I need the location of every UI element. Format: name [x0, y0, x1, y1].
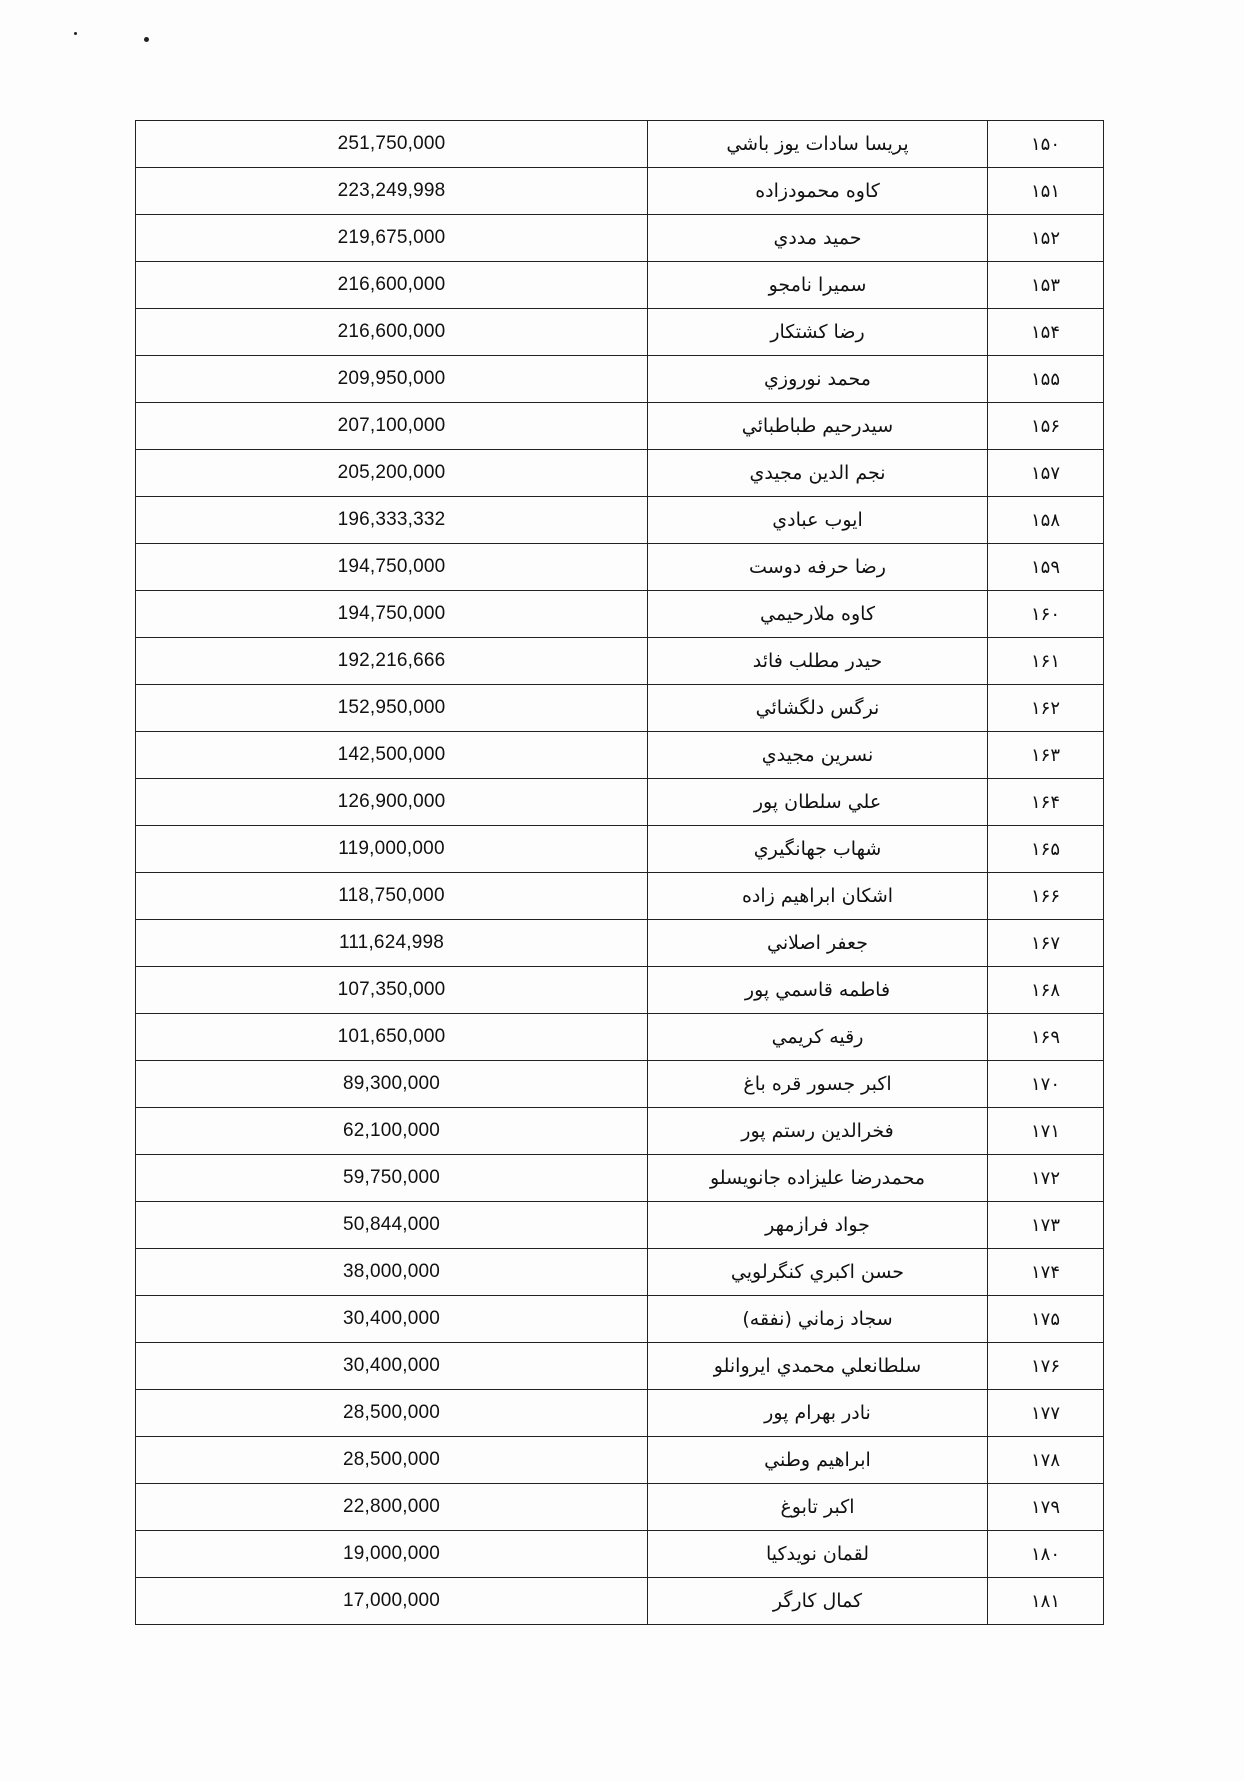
amount-cell: 111,624,998 — [136, 920, 648, 967]
amount-cell: 28,500,000 — [136, 1390, 648, 1437]
amount-cell: 38,000,000 — [136, 1249, 648, 1296]
row-number-cell: ۱۵۶ — [988, 403, 1104, 450]
table-row — [136, 168, 1104, 215]
amount-cell: 50,844,000 — [136, 1202, 648, 1249]
table-row — [136, 1390, 1104, 1437]
table-row — [136, 591, 1104, 638]
table-row — [136, 1578, 1104, 1625]
name-cell: ايوب عبادي — [648, 497, 988, 544]
table-row — [136, 1343, 1104, 1390]
name-cell: كاوه ملارحيمي — [648, 591, 988, 638]
name-cell: اشكان ابراهيم زاده — [648, 873, 988, 920]
row-number-cell: ۱۷۲ — [988, 1155, 1104, 1202]
table-row — [136, 873, 1104, 920]
row-number-cell: ۱۵۵ — [988, 356, 1104, 403]
amounts-table-body — [136, 121, 1104, 1625]
name-cell: جعفر اصلاني — [648, 920, 988, 967]
name-cell: سجاد زماني (نفقه) — [648, 1296, 988, 1343]
table-row — [136, 121, 1104, 168]
name-cell: رضا حرفه دوست — [648, 544, 988, 591]
amount-cell: 89,300,000 — [136, 1061, 648, 1108]
row-number-cell: ۱۸۰ — [988, 1531, 1104, 1578]
table-row — [136, 309, 1104, 356]
row-number-cell: ۱۵۳ — [988, 262, 1104, 309]
table-row — [136, 638, 1104, 685]
table-row — [136, 1249, 1104, 1296]
table-row — [136, 826, 1104, 873]
name-cell: لقمان نويدكيا — [648, 1531, 988, 1578]
amount-cell: 126,900,000 — [136, 779, 648, 826]
amount-cell: 119,000,000 — [136, 826, 648, 873]
amount-cell: 107,350,000 — [136, 967, 648, 1014]
amount-cell: 152,950,000 — [136, 685, 648, 732]
name-cell: اكبر تابوغ — [648, 1484, 988, 1531]
table-row — [136, 732, 1104, 779]
row-number-cell: ۱۵۸ — [988, 497, 1104, 544]
name-cell: پريسا سادات يوز باشي — [648, 121, 988, 168]
table-row — [136, 1155, 1104, 1202]
scan-speck — [74, 32, 77, 35]
amount-cell: 194,750,000 — [136, 544, 648, 591]
table-row — [136, 544, 1104, 591]
amount-cell: 19,000,000 — [136, 1531, 648, 1578]
name-cell: ابراهيم وطني — [648, 1437, 988, 1484]
amount-cell: 192,216,666 — [136, 638, 648, 685]
table-row — [136, 1108, 1104, 1155]
table-row — [136, 1014, 1104, 1061]
row-number-cell: ۱۵۱ — [988, 168, 1104, 215]
amount-cell: 209,950,000 — [136, 356, 648, 403]
name-cell: علي سلطان پور — [648, 779, 988, 826]
name-cell: كمال كارگر — [648, 1578, 988, 1625]
table-row — [136, 920, 1104, 967]
name-cell: اكبر جسور قره باغ — [648, 1061, 988, 1108]
amount-cell: 216,600,000 — [136, 309, 648, 356]
amount-cell: 142,500,000 — [136, 732, 648, 779]
row-number-cell: ۱۶۵ — [988, 826, 1104, 873]
row-number-cell: ۱۸۱ — [988, 1578, 1104, 1625]
row-number-cell: ۱۵۴ — [988, 309, 1104, 356]
table-row — [136, 497, 1104, 544]
name-cell: سميرا نامجو — [648, 262, 988, 309]
row-number-cell: ۱۶۹ — [988, 1014, 1104, 1061]
amount-cell: 30,400,000 — [136, 1296, 648, 1343]
amount-cell: 101,650,000 — [136, 1014, 648, 1061]
amount-cell: 30,400,000 — [136, 1343, 648, 1390]
row-number-cell: ۱۷۶ — [988, 1343, 1104, 1390]
table-row — [136, 1202, 1104, 1249]
row-number-cell: ۱۵۲ — [988, 215, 1104, 262]
row-number-cell: ۱۷۴ — [988, 1249, 1104, 1296]
row-number-cell: ۱۶۸ — [988, 967, 1104, 1014]
row-number-cell: ۱۷۳ — [988, 1202, 1104, 1249]
row-number-cell: ۱۷۷ — [988, 1390, 1104, 1437]
table-row — [136, 967, 1104, 1014]
amount-cell: 205,200,000 — [136, 450, 648, 497]
name-cell: محمدرضا عليزاده جانويسلو — [648, 1155, 988, 1202]
amount-cell: 22,800,000 — [136, 1484, 648, 1531]
name-cell: نرگس دلگشائي — [648, 685, 988, 732]
row-number-cell: ۱۵۰ — [988, 121, 1104, 168]
name-cell: فاطمه قاسمي پور — [648, 967, 988, 1014]
name-cell: شهاب جهانگيري — [648, 826, 988, 873]
row-number-cell: ۱۷۸ — [988, 1437, 1104, 1484]
row-number-cell: ۱۷۰ — [988, 1061, 1104, 1108]
row-number-cell: ۱۶۱ — [988, 638, 1104, 685]
table-row — [136, 685, 1104, 732]
name-cell: نسرين مجيدي — [648, 732, 988, 779]
table-row — [136, 1061, 1104, 1108]
table-row — [136, 403, 1104, 450]
row-number-cell: ۱۶۷ — [988, 920, 1104, 967]
amount-cell: 223,249,998 — [136, 168, 648, 215]
amount-cell: 216,600,000 — [136, 262, 648, 309]
name-cell: فخرالدين رستم پور — [648, 1108, 988, 1155]
table-row — [136, 215, 1104, 262]
amount-cell: 196,333,332 — [136, 497, 648, 544]
amount-cell: 219,675,000 — [136, 215, 648, 262]
table-row — [136, 779, 1104, 826]
row-number-cell: ۱۶۶ — [988, 873, 1104, 920]
row-number-cell: ۱۶۲ — [988, 685, 1104, 732]
amount-cell: 251,750,000 — [136, 121, 648, 168]
row-number-cell: ۱۵۷ — [988, 450, 1104, 497]
row-number-cell: ۱۶۳ — [988, 732, 1104, 779]
name-cell: سلطانعلي محمدي ايروانلو — [648, 1343, 988, 1390]
scan-speck — [144, 37, 149, 42]
table-row — [136, 262, 1104, 309]
name-cell: جواد فرازمهر — [648, 1202, 988, 1249]
name-cell: رضا كشتكار — [648, 309, 988, 356]
row-number-cell: ۱۷۹ — [988, 1484, 1104, 1531]
table-row — [136, 1484, 1104, 1531]
name-cell: حسن اكبري كنگرلويي — [648, 1249, 988, 1296]
name-cell: حيدر مطلب فائد — [648, 638, 988, 685]
amount-cell: 17,000,000 — [136, 1578, 648, 1625]
name-cell: كاوه محمودزاده — [648, 168, 988, 215]
row-number-cell: ۱۷۱ — [988, 1108, 1104, 1155]
amount-cell: 207,100,000 — [136, 403, 648, 450]
amount-cell: 62,100,000 — [136, 1108, 648, 1155]
table-row — [136, 356, 1104, 403]
row-number-cell: ۱۶۰ — [988, 591, 1104, 638]
amount-cell: 59,750,000 — [136, 1155, 648, 1202]
name-cell: رقيه كريمي — [648, 1014, 988, 1061]
amount-cell: 194,750,000 — [136, 591, 648, 638]
amount-cell: 118,750,000 — [136, 873, 648, 920]
row-number-cell: ۱۷۵ — [988, 1296, 1104, 1343]
table-row — [136, 1296, 1104, 1343]
table-row — [136, 450, 1104, 497]
name-cell: محمد نوروزي — [648, 356, 988, 403]
row-number-cell: ۱۵۹ — [988, 544, 1104, 591]
amounts-table — [135, 120, 1104, 1625]
table-row — [136, 1437, 1104, 1484]
name-cell: حميد مددي — [648, 215, 988, 262]
name-cell: نادر بهرام پور — [648, 1390, 988, 1437]
name-cell: سيدرحيم طباطبائي — [648, 403, 988, 450]
amount-cell: 28,500,000 — [136, 1437, 648, 1484]
row-number-cell: ۱۶۴ — [988, 779, 1104, 826]
name-cell: نجم الدين مجيدي — [648, 450, 988, 497]
table-row — [136, 1531, 1104, 1578]
